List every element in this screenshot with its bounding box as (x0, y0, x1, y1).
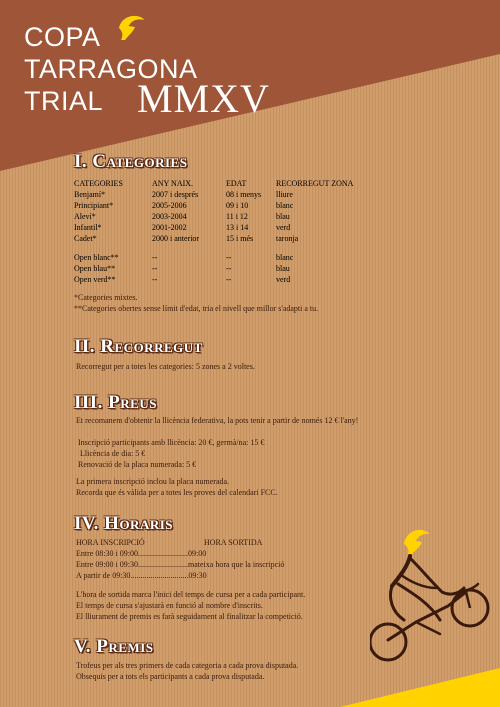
section-title-horaris: IV. Horaris (74, 513, 174, 534)
row-age: 09 i 10 (226, 201, 249, 210)
row-year: 2003-2004 (152, 212, 187, 221)
row-age: 11 i 12 (226, 212, 248, 221)
premis-line-obsequis: Obsequis per a tots els participants a cada prova disputada. (76, 672, 265, 681)
open-row-age: -- (226, 253, 232, 262)
open-row-year: -- (152, 253, 158, 262)
section-title-premis: V. Premis (74, 636, 154, 657)
open-row-cat: Open blanc** (74, 253, 119, 262)
premis-line-trofeus: Trofeus per als tres primers de cada categoria a cada prova disputada. (76, 661, 299, 670)
trial-rider-illustration (370, 522, 500, 672)
open-row-age: -- (226, 264, 232, 273)
open-row-zone: blau (276, 264, 290, 273)
row-cat: Infantil* (74, 223, 102, 232)
header-year: MMXV (137, 76, 270, 121)
row-zone: taronja (276, 234, 299, 243)
header-edat: EDAT (226, 179, 247, 188)
horaris-note-inici: L'hora de sortida marca l'inici del temps de cursa per a cada participant. (76, 590, 306, 599)
row-cat: Cadet* (74, 234, 97, 243)
row-zone: blanc (276, 201, 294, 210)
header-line-copa: COPA (24, 22, 101, 52)
row-age: 15 i més (226, 234, 254, 243)
horaris-col-sortida: HORA SORTIDA (204, 538, 263, 547)
header-recorregut-zona: RECORREGUT ZONA (276, 179, 354, 188)
preus-note-placa: La primera inscripció inclou la placa numerada. (76, 477, 230, 486)
open-row-zone: blanc (276, 253, 294, 262)
rear-wheel (370, 624, 406, 660)
preus-item: Renovació de la placa numerada: 5 € (78, 460, 197, 469)
header-line-tarragona: TARRAGONA (24, 54, 198, 84)
horaris-note-temps: El temps de cursa s'ajustarà en funció al nombre d'inscrits. (76, 601, 263, 610)
recorregut-text: Recorregut per a totes les categories: 5 zones a 2 voltes. (76, 362, 255, 371)
horaris-row: Entre 09:00 i 09:30.........................mateixa hora que la inscripció (76, 560, 285, 569)
row-year: 2001-2002 (152, 223, 187, 232)
categories-note-open: **Categories obertes sense límit d'edat, tria el nivell que millor s'adapti a tu. (74, 304, 319, 313)
row-zone: verd (276, 223, 291, 232)
preus-note-valida: Recorda que és vàlida per a totes les proves del calendari FCC. (76, 488, 278, 497)
header-any-naix: ANY NAIX. (152, 179, 194, 188)
row-year: 2005-2006 (152, 201, 187, 210)
categories-note-mixed: *Categories mixtes. (74, 293, 138, 302)
footer-band (340, 668, 500, 707)
preus-item: Llicència de dia: 5 € (80, 449, 146, 458)
section-title-categories: I. Categories (74, 151, 188, 172)
section-title-recorregut: II. Recorregut (74, 336, 203, 357)
open-row-cat: Open blau** (74, 264, 116, 273)
row-year: 2007 i després (152, 190, 199, 199)
row-cat: Aleví* (74, 212, 96, 221)
open-row-year: -- (152, 264, 158, 273)
preus-intro: Et recomanem d'obtenir la llicència federativa, la pots tenir a partir de només 12 € l'any! (76, 416, 359, 425)
open-row-age: -- (226, 275, 232, 284)
horaris-row: Entre 08:30 i 09:00.........................09:00 (76, 549, 207, 558)
header-categories: CATEGORIES (74, 179, 123, 188)
open-row-cat: Open verd** (74, 275, 116, 284)
horaris-col-inscripcio: HORA INSCRIPCIÓ (76, 538, 145, 547)
spartan-helmet-icon (115, 10, 151, 42)
horaris-row: A partir de 09:30.............................09:30 (76, 571, 207, 580)
open-row-zone: verd (276, 275, 291, 284)
header-line-trial: TRIAL (24, 86, 104, 116)
rider-helmet-icon (404, 530, 430, 554)
row-year: 2000 i anterior (152, 234, 200, 243)
row-age: 13 i 14 (226, 223, 249, 232)
row-zone: blau (276, 212, 290, 221)
section-title-preus: III. Preus (74, 392, 157, 413)
row-cat: Principiant* (74, 201, 114, 210)
row-age: 08 i menys (226, 190, 262, 199)
preus-item: Inscripció participants amb llicència: 20 €, germà/na: 15 € (78, 438, 265, 447)
open-row-year: -- (152, 275, 158, 284)
row-cat: Benjamí* (74, 190, 106, 199)
horaris-note-premis: El lliurament de premis es farà seguidament al finalitzar la competició. (76, 612, 303, 621)
row-zone: lliure (276, 190, 293, 199)
